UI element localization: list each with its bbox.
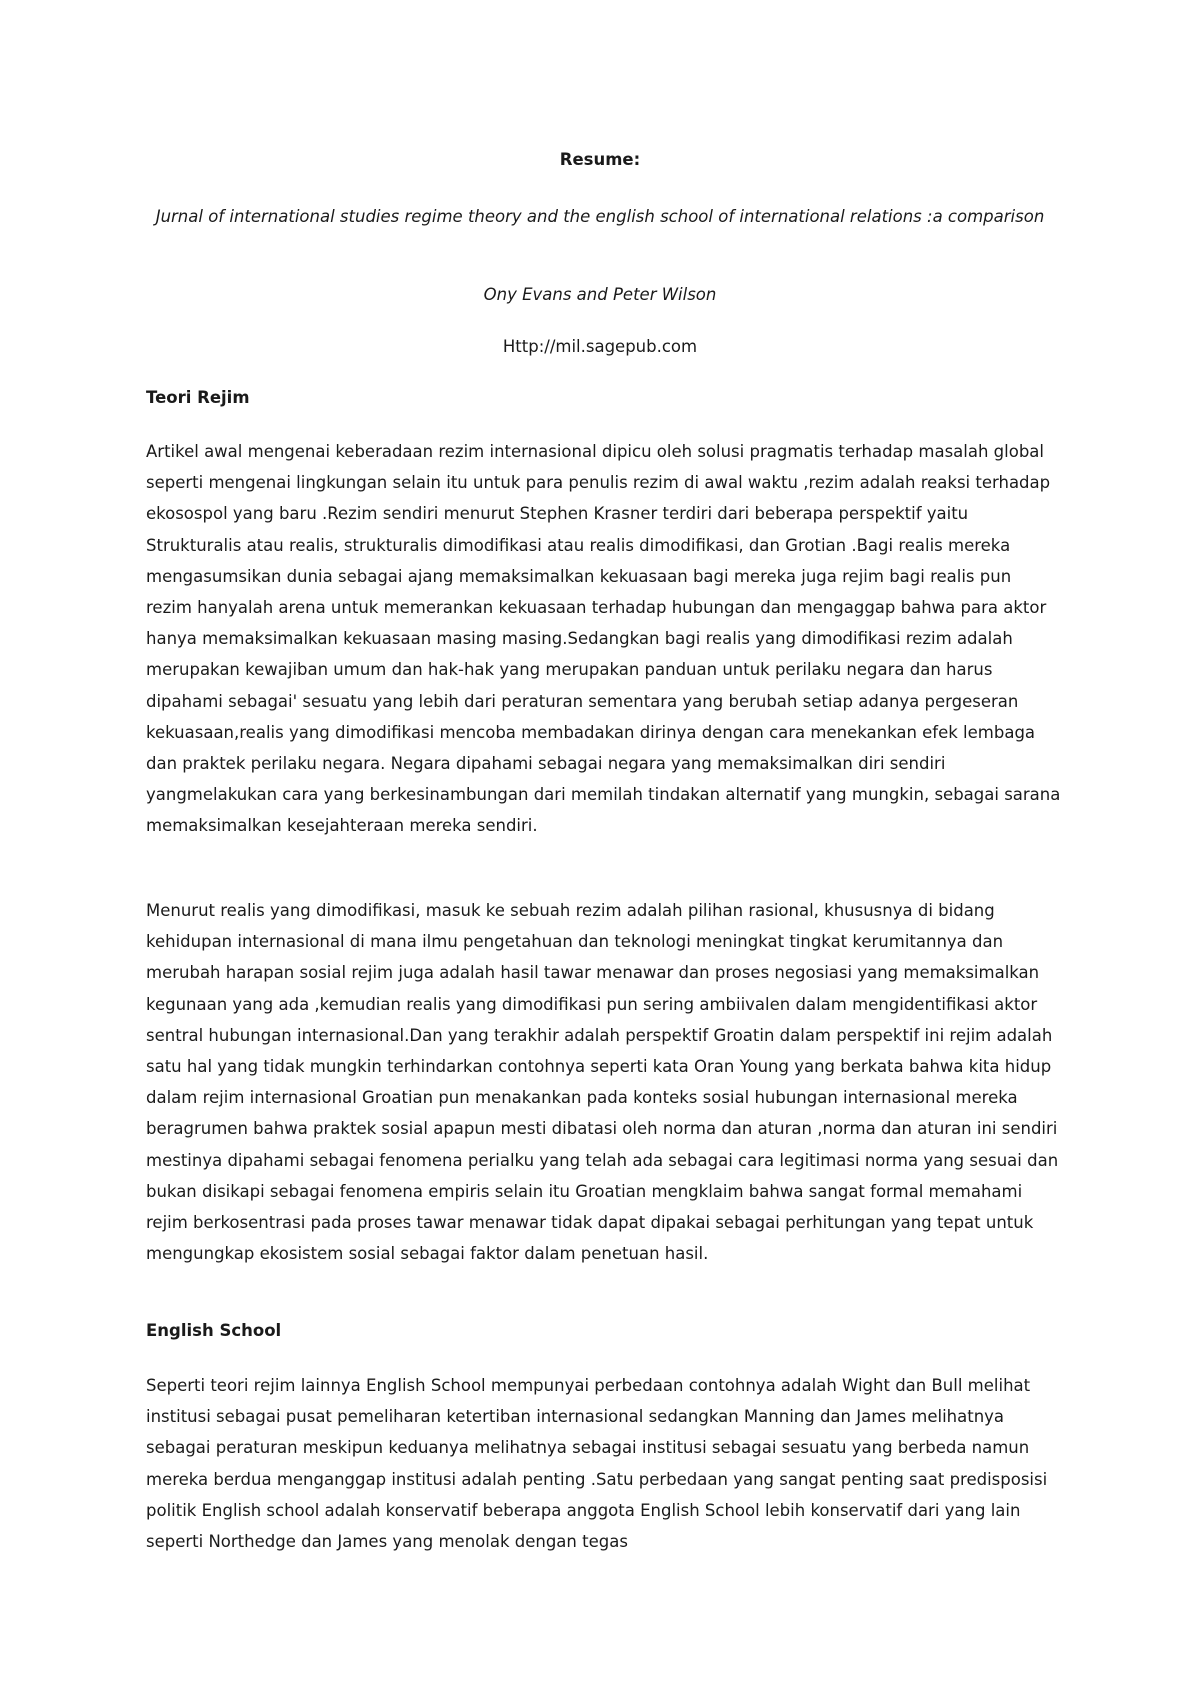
document-title: Resume: (559, 150, 641, 169)
paragraph: Artikel awal mengenai keberadaan rezim internasional dipicu oleh solusi pragmatis terhadap masalah global seperti mengenai lingkungan selain itu untuk para penulis rezim di awal waktu ,rezim adalah reaksi terhadap ekosospol yang baru .Rezim sendiri menurut Stephen Krasner terdiri dari beberapa perspektif yaitu Strukturalis atau realis, strukturalis dimodifikasi atau realis dimodifikasi, dan Grotian .Bagi realis mereka mengasumsikan dunia sebagai ajang memaksimalkan kekuasaan bagi mereka juga rejim bagi realis pun rezim hanyalah arena untuk memerankan kekuasaan terhadap hubungan dan mengaggap bahwa para aktor hanya memaksimalkan kekuasaan masing masing.Sedangkan bagi realis yang dimodifikasi rezim adalah merupakan kewajiban umum dan hak-hak yang merupakan panduan untuk perilaku negara dan harus dipahami sebagai' sesuatu yang lebih dari peraturan sementara yang berubah setiap adanya pergeseran kekuasaan,realis yang dimodifikasi mencoba membadakan dirinya dengan cara menekankan efek lembaga dan praktek perilaku negara. Negara dipahami sebagai negara yang memaksimalkan diri sendiri yangmelakukan cara yang berkesinambungan dari memilah tindakan alternatif yang mungkin, sebagai sarana memaksimalkan kesejahteraan mereka sendiri. (146, 442, 1061, 836)
paragraph: Seperti teori rejim lainnya English School mempunyai perbedaan contohnya adalah Wight dan Bull melihat institusi sebagai pusat pemeliharan ketertiban internasional sedangkan Manning dan James melihatnya sebagai peraturan meskipun keduanya melihatnya sebagai institusi sebagai sesuatu yang berbeda namun mereka berdua menganggap institusi adalah penting .Satu perbedaan yang sangat penting saat predisposisi politik English school adalah konservatif beberapa anggota English School lebih konservatif dari yang lain seperti Northedge dan James yang menolak dengan tegas (146, 1376, 1048, 1552)
document-subtitle: Jurnal of international studies regime theory and the english school of international relations :a comparison (155, 207, 1045, 226)
section-heading-teori-rejim: Teori Rejim (146, 388, 250, 407)
document-url: Http://mil.sagepub.com (502, 337, 698, 356)
paragraph: Menurut realis yang dimodifikasi, masuk ke sebuah rezim adalah pilihan rasional, khususnya di bidang kehidupan internasional di mana ilmu pengetahuan dan teknologi meningkat tingkat kerumitannya dan merubah harapan sosial rejim juga adalah hasil tawar menawar dan proses negosiasi yang memaksimalkan kegunaan yang ada ,kemudian realis yang dimodifikasi pun sering ambiivalen dalam mengidentifikasi aktor sentral hubungan internasional.Dan yang terakhir adalah perspektif Groatin dalam perspektif ini rejim adalah satu hal yang tidak mungkin terhindarkan contohnya seperti kata Oran Young yang berkata bahwa kita hidup dalam rejim internasional Groatian pun menakankan pada konteks sosial hubungan internasional mereka beragrumen bahwa praktek sosial apapun mesti dibatasi oleh norma dan aturan ,norma dan aturan ini sendiri mestinya dipahami sebagai fenomena perialku yang telah ada sebagai cara legitimasi norma yang sesuai dan bukan disikapi sebagai fenomena empiris selain itu Groatian mengklaim bahwa sangat formal memahami rejim berkosentrasi pada proses tawar menawar tidak dapat dipakai sebagai perhitungan yang tepat untuk mengungkap ekosistem sosial sebagai faktor dalam penetuan hasil. (146, 901, 1059, 1264)
document-authors: Ony Evans and Peter Wilson (483, 285, 717, 304)
section-heading-english-school: English School (146, 1321, 282, 1340)
